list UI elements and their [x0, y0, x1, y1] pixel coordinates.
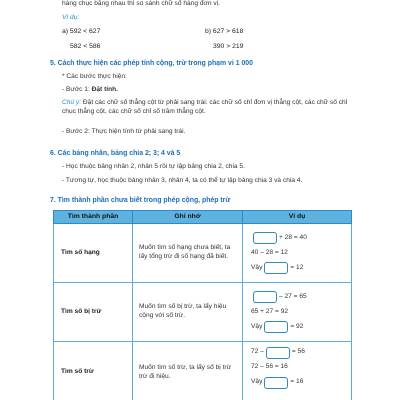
example-line-3	[251, 320, 343, 335]
example-line-3	[251, 375, 343, 390]
row-example	[243, 224, 352, 283]
section-6-title: 6. Các bảng nhân, bảng chia 2; 3; 4 và 5	[50, 150, 181, 157]
blank-box	[253, 232, 277, 244]
table-row	[54, 342, 352, 400]
sec5-step1-bold: Đặt tính.	[91, 86, 118, 93]
example-result: = 92	[290, 322, 304, 330]
row-name: Tìm số hạng	[54, 224, 133, 283]
compare-b2: 390 > 219	[213, 43, 244, 50]
table-row	[54, 224, 352, 283]
sec5-note	[62, 99, 352, 117]
row-rule: Muốn tìm số trừ, ta lấy số bị trừ trừ đi hiệu.	[133, 342, 243, 400]
example-line-3	[251, 261, 343, 276]
sec6-line1: - Học thuộc bảng nhân 2, nhân 5 rồi tự lập bảng chia 2, chia 5.	[62, 163, 245, 170]
compare-a1: a) 592 < 627	[62, 28, 101, 35]
compare-b1: b) 627 > 618	[205, 28, 244, 35]
example-equation: – 27 = 65	[279, 292, 307, 300]
example-label: Ví dụ:	[62, 14, 80, 21]
example-so-label: Vậy	[251, 322, 263, 330]
row-example	[243, 342, 352, 400]
example-line-1	[251, 345, 343, 360]
sec5-step2: - Bước 2: Thực hiện tính từ phải sang trái.	[62, 128, 186, 135]
example-line-2: 65 + 27 = 92	[251, 307, 289, 315]
example-line-1	[251, 290, 343, 305]
sec6-line2: - Tương tự, học thuộc bảng nhân 3, nhân 4, ta có thể tự lập bảng chia 3 và chia 4.	[62, 177, 303, 184]
sec5-step1-prefix: - Bước 1:	[62, 86, 92, 93]
header-remember: Ghi nhớ	[133, 211, 243, 224]
example-equation: = 56	[291, 348, 305, 356]
intro-line: hàng chục bằng nhau thì so sánh chữ số hàng đơn vị.	[62, 0, 220, 7]
section-7-title: 7. Tìm thành phần chưa biết trong phép cộng, phép trừ	[50, 197, 231, 204]
row-name: Tìm số trừ	[54, 342, 133, 400]
unknown-component-table	[53, 210, 352, 400]
row-rule: Muốn tìm số bị trừ, ta lấy hiệu cộng với số trừ.	[133, 283, 243, 342]
table-header-row	[54, 211, 352, 224]
example-line-2: 40 – 28 = 12	[251, 248, 288, 256]
sec5-steps-label: * Các bước thực hiện:	[62, 73, 127, 80]
example-line-2: 72 – 56 = 16	[251, 363, 288, 371]
compare-a2: 582 < 586	[70, 43, 101, 50]
table-row	[54, 283, 352, 342]
example-line-1	[251, 231, 343, 246]
row-example	[243, 283, 352, 342]
example-equation: + 28 = 40	[279, 233, 307, 241]
row-rule: Muốn tìm số hạng chưa biết, ta lấy tổng trừ đi số hạng đã biết.	[133, 224, 243, 283]
sec5-note-text: Đặt các chữ số thẳng cột từ phải sang trái: các chữ số chỉ đơn vị thẳng cột, các chữ số chỉ chục thẳng cột, các chữ số chỉ số trăm thẳng cột.	[62, 99, 348, 115]
header-example: Ví dụ	[243, 211, 352, 224]
row-name: Tìm số bị trừ	[54, 283, 133, 342]
example-result: = 16	[290, 378, 304, 386]
sec5-note-label: Chú ý:	[62, 99, 82, 106]
blank-box	[264, 321, 288, 333]
blank-box	[253, 291, 277, 303]
section-5-title: 5. Cách thực hiện các phép tính cộng, trừ trong phạm vi 1 000	[50, 60, 253, 67]
example-result: = 12	[290, 263, 304, 271]
header-component: Tìm thành phần	[54, 211, 133, 224]
sec5-step1	[62, 86, 362, 95]
example-prefix: 72 –	[251, 348, 264, 356]
blank-box	[266, 347, 290, 359]
example-so-label: Vậy	[251, 263, 263, 271]
blank-box	[264, 262, 288, 274]
example-so-label: Vậy	[251, 378, 263, 386]
blank-box	[264, 377, 288, 389]
